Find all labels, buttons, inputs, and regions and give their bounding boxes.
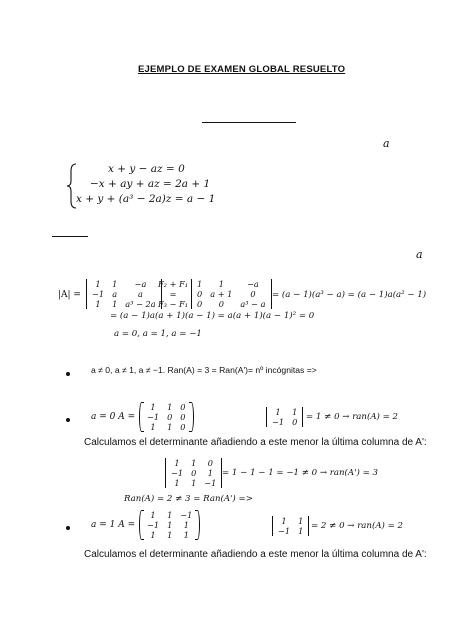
c2-det3-cell: 1 [191, 458, 197, 468]
row-op-1: F₂ + F₁ [158, 279, 188, 289]
case2-matrix [140, 402, 193, 434]
c2-cell: 0 [180, 412, 186, 422]
m2-cell: 0 [250, 289, 256, 299]
c3-minor-cell: 1 [298, 516, 304, 526]
m2-cell: −a [247, 279, 259, 289]
c2-det3-cell: 1 [174, 478, 180, 488]
c2-cell: 1 [167, 422, 173, 432]
m2-cell: 0 [197, 299, 203, 309]
c2-det3-cell: 1 [174, 458, 180, 468]
c3-minor-cell: 1 [281, 516, 287, 526]
row-operations [158, 279, 188, 309]
case2-minor [266, 407, 303, 429]
system-eq-1: x + y − az = 0 [108, 163, 185, 175]
case2-conclusion: Ran(A) = 2 ≠ 3 = Ran(A') => [124, 494, 253, 504]
bullet-icon [66, 418, 70, 422]
c2-det3-cell: 0 [207, 458, 213, 468]
page-title: EJEMPLO DE EXAMEN GLOBAL RESUELTO [138, 64, 346, 75]
c3-cell: 1 [167, 520, 173, 530]
m2-cell: 0 [197, 289, 203, 299]
c2-minor-cell: 1 [292, 407, 298, 417]
m2-cell: 0 [218, 299, 224, 309]
det-a-lhs: |A| = [58, 290, 81, 300]
m1-cell: −a [134, 279, 147, 289]
c2-minor-cell: 0 [292, 417, 298, 427]
c3-minor-cell: 1 [298, 526, 304, 536]
m1-cell: 1 [112, 299, 118, 309]
m1-cell: 1 [112, 279, 118, 289]
m2-cell: 1 [197, 279, 203, 289]
c2-det3-cell: 1 [207, 468, 213, 478]
parameter-label: a [383, 137, 390, 150]
c3-cell: −1 [180, 510, 193, 520]
case3-minor [272, 516, 309, 538]
m2-cell: a³ − a [240, 299, 266, 309]
det-a-roots: a = 0, a = 1, a = −1 [114, 329, 202, 339]
m1-cell: a³ − 2a [125, 299, 156, 309]
m1-cell: 1 [95, 299, 101, 309]
c2-cell: 0 [167, 412, 173, 422]
system-eq-3: x + y + (a³ − 2a)z = a − 1 [76, 193, 216, 205]
case2-minor-result: = 1 ≠ 0 → ran(A) = 2 [306, 412, 399, 422]
det-a-line2: = (a − 1)a(a + 1)(a − 1) = a(a + 1)(a − 1)² = 0 [110, 311, 315, 321]
c3-minor-cell: −1 [278, 526, 291, 536]
c3-cell: 1 [167, 510, 173, 520]
c2-det3-cell: 1 [191, 478, 197, 488]
case3-matrix [140, 510, 199, 542]
c2-minor-cell: 1 [275, 407, 281, 417]
c3-cell: −1 [147, 520, 160, 530]
det-a-matrix1 [86, 279, 162, 311]
c2-cell: 0 [180, 402, 186, 412]
c3-cell: 1 [183, 530, 189, 540]
row-op-2: F₃ − F₁ [158, 299, 188, 309]
case3-lhs: a = 1 A = [91, 520, 136, 530]
case2-lhs: a = 0 A = [91, 412, 136, 422]
c2-cell: 1 [150, 422, 156, 432]
case3-minor-result: = 2 ≠ 0 → ran(A) = 2 [311, 521, 404, 531]
bullet-icon [66, 526, 70, 530]
case1-text: a ≠ 0, a ≠ 1, a ≠ −1. Ran(A) = 3 = Ran(A')= nº incógnitas => [91, 365, 317, 375]
case3-calc-text: Calculamos el determinante añadiendo a este menor la última columna de A': [84, 549, 427, 560]
case2-det3-result: = 1 − 1 − 1 = −1 ≠ 0 → ran(A') = 3 [222, 468, 378, 478]
c2-cell: −1 [147, 412, 160, 422]
det-a-matrix2 [191, 279, 272, 311]
section-underline [52, 236, 88, 237]
c2-cell: 0 [180, 422, 186, 432]
c2-cell: 1 [150, 402, 156, 412]
c3-cell: 1 [183, 520, 189, 530]
parameter-label-2: a [416, 248, 423, 261]
m1-cell: a [138, 289, 143, 299]
m1-cell: 1 [95, 279, 101, 289]
det-a-result: = (a − 1)(a³ − a) = (a − 1)a(a² − 1) [272, 290, 427, 300]
c2-cell: 1 [167, 402, 173, 412]
system-eq-2: −x + ay + az = 2a + 1 [90, 178, 211, 190]
m2-cell: 1 [218, 279, 224, 289]
blank-underline [202, 122, 296, 123]
c2-det3-cell: −1 [204, 478, 217, 488]
case2-det3 [165, 458, 222, 490]
c2-det3-cell: −1 [171, 468, 184, 478]
m2-cell: a + 1 [210, 289, 233, 299]
c3-cell: 1 [150, 530, 156, 540]
case2-calc-text: Calculamos el determinante añadiendo a este menor la última columna de A': [84, 437, 427, 448]
row-op-eq: = [169, 289, 177, 299]
m1-cell: −1 [92, 289, 105, 299]
m1-cell: a [112, 289, 118, 299]
bullet-icon [66, 372, 70, 376]
c2-det3-cell: 0 [191, 468, 197, 478]
c3-cell: 1 [167, 530, 173, 540]
c3-cell: 1 [150, 510, 156, 520]
c2-minor-cell: −1 [272, 417, 285, 427]
